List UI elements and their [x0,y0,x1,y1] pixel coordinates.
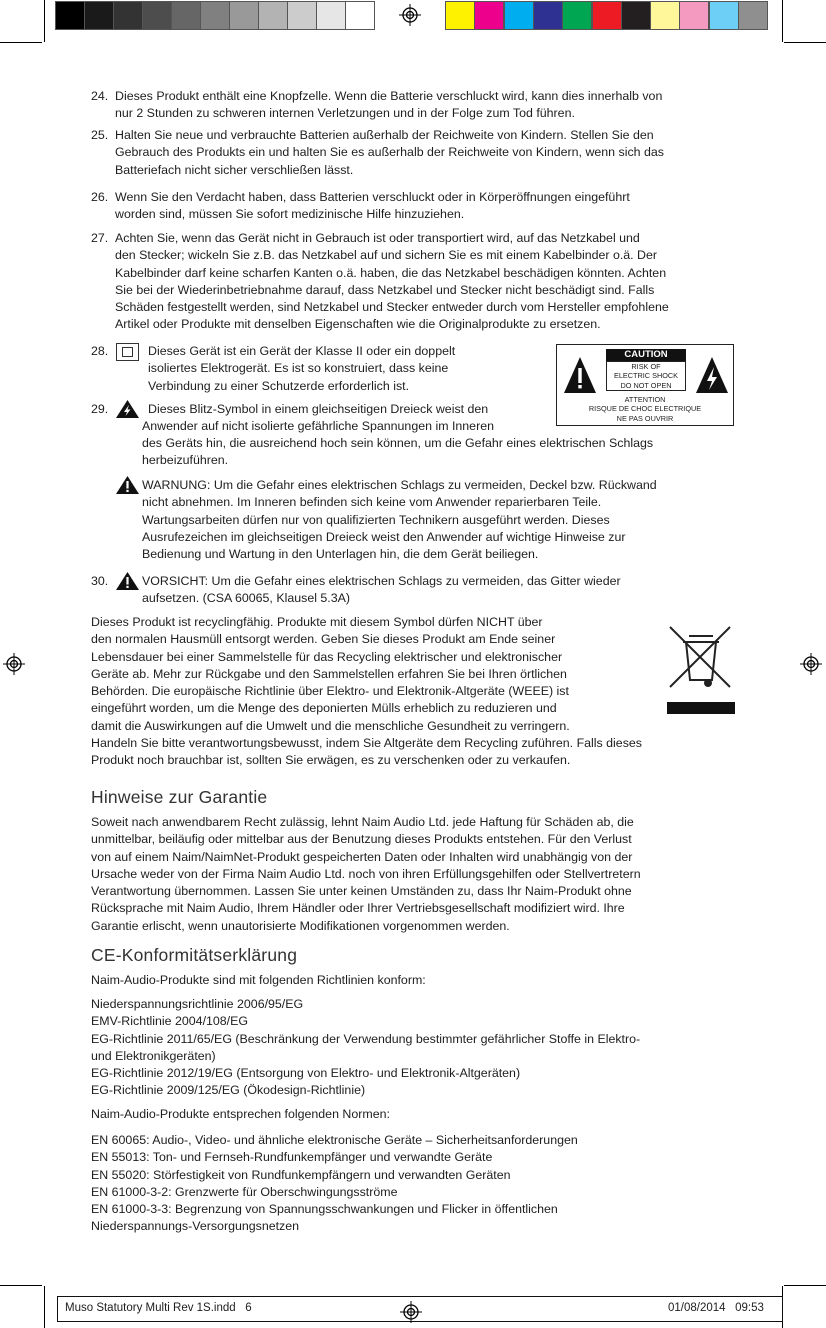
text-line: Verbindung zu einer Schutzerde erforderlich ist. [148,378,410,393]
text-line: EG-Richtlinie 2012/19/EG (Entsorgung von Elektro- und Elektronik-Altgeräten) [91,1066,521,1081]
text-line: den Stecker; wickeln Sie z.B. das Netzkabel auf und sichern Sie es mit einem Kabelbinder o.ä. Der [115,248,658,263]
crop-mark [782,0,783,42]
gray-swatch [345,1,375,30]
item-30-text [142,573,742,608]
ce-norms [91,1132,741,1236]
text-line: Kabelbinder darf keine scharfen Kanten o.ä. haben, die das Netzkabel beschädigen könnten. Achten [115,265,667,280]
text-line: von auf einem Naim/NaimNet-Produkt gespeicherten Daten oder Inhalten wird unabhängig von der [91,849,633,864]
text-line: Rücksprache mit Naim Audio, Ihrem Händler oder Ihrer Vertriebsgesellschaft modifiziert wird. Ihre [91,901,625,916]
item-number: 28. [91,344,109,358]
text-line: eingeführt worden, um die Menge des deponierten Mülls erheblich zu reduzieren und [91,701,557,716]
attention-text [557,395,733,423]
crop-mark [0,42,42,43]
ce-directives [91,996,741,1100]
text-line: Produkt noch brauchbar ist, sollten Sie erwägen, es zu verschenken oder zu verkaufen. [91,753,571,768]
color-swatch [562,1,592,30]
item-text [115,230,740,334]
item-number: 25. [91,128,109,142]
item-text [115,189,740,224]
text-line: EMV-Richtlinie 2004/108/EG [91,1014,249,1029]
text-line: und Elektronikgeräten) [91,1048,216,1063]
text-line: EN 61000-3-3: Begrenzung von Spannungsschwankungen und Flicker in öffentlichen [91,1202,558,1217]
caution-line: NE PAS OUVRIR [616,413,674,423]
text-line: Behörden. Die europäische Richtlinie über Elektro- und Elektronik-Altgeräte (WEEE) ist [91,684,569,699]
text-line: aufsetzen. (CSA 60065, Klausel 5.3A) [142,591,351,606]
color-swatch [533,1,563,30]
text-line: Dieses Produkt ist recyclingfähig. Produkte mit diesem Symbol dürfen NICHT über [91,615,543,629]
item-text [115,88,740,123]
text-line: Bedienung und Wartung in den Unterlagen hin, die dem Gerät beiliegen. [142,547,539,562]
crossed-bin-icon [667,622,735,714]
color-swatch [474,1,504,30]
text-line: Anwender auf nicht isolierte gefährliche Spannungen im Inneren [142,419,494,433]
item-number: 24. [91,89,109,103]
text-line: Wartungsarbeiten dürfen nur von qualifizierten Technikern ausgeführt werden. Dieses [142,512,610,527]
item-text [115,127,740,179]
warning-text [142,477,742,563]
text-line: EN 55013: Ton- und Fernseh-Rundfunkempfänger und verwandte Geräte [91,1150,493,1165]
registration-mark-icon [800,653,822,675]
item-number: 26. [91,190,109,204]
text-line: Batteriefach nicht sicher verschließen lässt. [115,162,354,177]
text-line: VORSICHT: Um die Gefahr eines elektrischen Schlags zu vermeiden, das Gitter wieder [142,574,621,588]
caution-box [606,361,686,391]
caution-label [556,344,734,426]
text-line: Dieses Produkt enthält eine Knopfzelle. Wenn die Batterie verschluckt wird, kann dies innerhalb von [115,89,663,103]
text-line: Ursache weder von der Firma Naim Audio Ltd. noch von ihren Erfüllungsgehilfen oder Stellvertretern [91,866,641,881]
gray-swatch [84,1,114,30]
ce-intro: Naim-Audio-Produkte sind mit folgenden Richtlinien konform: [91,973,426,987]
exclamation-warning-icon [116,572,139,590]
caution-line: RISQUE DE CHOC ELECTRIQUE [588,404,702,414]
text-line: Geräte ab. Mehr zur Rückgabe und den Sammelstellen erfahren Sie bei Ihren örtlichen [91,666,567,681]
color-swatch [679,1,709,30]
text-line: EN 55020: Störfestigkeit von Rundfunkempfängern und verwandten Geräten [91,1167,511,1182]
color-swatch [650,1,680,30]
crop-mark [0,1285,42,1286]
text-line: herbeizuführen. [142,453,229,468]
text-line: Dieses Gerät ist ein Gerät der Klasse II oder ein doppelt [148,344,456,358]
gray-swatch [316,1,346,30]
ce-intro-2: Naim-Audio-Produkte entsprechen folgenden Normen: [91,1107,390,1121]
crop-mark [784,1285,826,1286]
text-line: den normalen Hausmüll entsorgt werden. Geben Sie dieses Produkt am Ende seiner [91,632,556,647]
text-line: Niederspannungsrichtlinie 2006/95/EG [91,997,304,1011]
recycling-text [91,614,741,770]
item-number: 29. [91,402,109,416]
crop-mark [44,0,45,42]
color-swatch [709,1,739,30]
text-line: nur 2 Stunden zu schweren internen Verletzungen und in der Folge zum Tod führen. [115,106,575,121]
gray-swatch [142,1,172,30]
exclamation-warning-icon [116,476,139,494]
text-line: nicht abnehmen. Im Inneren befinden sich keine vom Anwender reparierbaren Teile. [142,495,602,510]
text-line: Ausrufezeichen im gleichseitigen Dreieck weist den Anwender auf wichtige Hinweise zur [142,529,626,544]
lightning-warning-icon [116,400,139,418]
text-line: EN 61000-3-2: Grenzwerte für Oberschwingungsströme [91,1184,398,1199]
registration-mark-icon [3,653,25,675]
text-line: unmittelbar, beiläufig oder mittelbar aus der Benutzung dieses Produkts entstehen. Für den Verlust [91,832,632,847]
color-swatch [504,1,534,30]
item-29-rest [142,435,742,470]
crop-mark [44,1286,45,1328]
text-line: Lebensdauer bei einer Sammelstelle für das Recycling elektrischer und elektronischer [91,649,563,664]
exclamation-warning-icon [563,355,597,395]
gray-swatch [55,1,85,30]
text-line: Halten Sie neue und verbrauchte Batterien außerhalb der Reichweite von Kindern. Stellen Sie den [115,128,654,142]
gray-swatch [258,1,288,30]
section-heading: CE-Konformitätserklärung [91,945,298,965]
garantie-text [91,814,741,935]
text-line: EG-Richtlinie 2009/125/EG (Ökodesign-Richtlinie) [91,1083,366,1098]
caution-line: DO NOT OPEN [620,380,672,390]
caution-title: CAUTION [606,349,686,361]
section-heading: Hinweise zur Garantie [91,787,268,807]
text-line: Gebrauch des Produkts ein und halten Sie es außerhalb der Reichweite von Kindern, wenn sich das [115,145,664,160]
caution-line: RISK OF [631,362,661,371]
text-line: Garantie erlischt, wenn unautorisierte Modifikationen vorgenommen werden. [91,918,510,933]
text-line: des Geräts hin, die ausreichend hoch sein können, um die Gefahr eines elektrischen Schlags [142,436,654,450]
item-number: 27. [91,231,109,245]
lightning-warning-icon [695,355,729,395]
color-swatch [592,1,622,30]
text-line: Dieses Blitz-Symbol in einem gleichseitigen Dreieck weist den [148,402,489,416]
item-number: 30. [91,574,109,588]
text-line: Niederspannungs-Versorgungsnetzen [91,1219,300,1234]
text-line: Verantwortung übernommen. Lassen Sie unter keinen Umständen zu, dass Ihr Naim-Produkt ohne [91,884,632,899]
gray-swatch [287,1,317,30]
color-swatch [621,1,651,30]
text-line: Achten Sie, wenn das Gerät nicht in Gebrauch ist oder transportiert wird, auf das Netzkabel und [115,231,640,245]
text-line: EN 60065: Audio-, Video- und ähnliche elektronische Geräte – Sicherheitsanforderungen [91,1133,578,1147]
item-28-text [148,343,528,395]
text-line: damit die Auswirkungen auf die Umwelt und die menschliche Gesundheit zu verringern. [91,718,570,733]
slug-date: 01/08/2014 09:53 [668,1302,764,1314]
text-line: Handeln Sie bitte verantwortungsbewusst, indem Sie Altgeräte dem Recycling zuführen. Falls dieses [91,736,642,751]
caution-line: ELECTRIC SHOCK [613,371,679,381]
registration-mark-icon [399,4,421,26]
weee-symbol [667,622,735,714]
text-line: Sie bei der Wiederinbetriebnahme darauf, dass Netzkabel und Stecker nicht beschädigt sind. Falls [115,282,655,297]
text-line: worden sind, müssen Sie sofort medizinische Hilfe hinzuziehen. [115,207,465,222]
text-line: Artikel oder Produkte mit denselben Eigenschaften wie die Originalprodukte zu ersetzen. [115,317,601,332]
text-line: Soweit nach anwendbarem Recht zulässig, lehnt Naim Audio Ltd. jede Haftung für Schäden ab, die [91,815,634,829]
text-line: Wenn Sie den Verdacht haben, dass Batterien verschluckt oder in Körperöffnungen eingeführt [115,190,630,204]
color-swatch [738,1,768,30]
caution-line: ATTENTION [624,395,666,404]
text-line: WARNUNG: Um die Gefahr eines elektrischen Schlags zu vermeiden, Deckel bzw. Rückwand [142,478,657,492]
crop-mark [784,42,826,43]
text-line: Schäden festgestellt werden, sind Netzkabel und Stecker entweder durch vom Hersteller empfohlene [115,300,669,315]
slug-filename: Muso Statutory Multi Rev 1S.indd 6 [65,1302,252,1314]
text-line: EG-Richtlinie 2011/65/EG (Beschränkung der Verwendung bestimmter gefährlicher Stoffe in Elektro- [91,1031,641,1046]
gray-swatch [171,1,201,30]
class-ii-icon [116,343,139,361]
color-swatch [445,1,475,30]
text-line: isoliertes Elektrogerät. Es ist so konstruiert, dass keine [148,361,449,376]
gray-swatch [113,1,143,30]
gray-swatch [200,1,230,30]
gray-swatch [229,1,259,30]
